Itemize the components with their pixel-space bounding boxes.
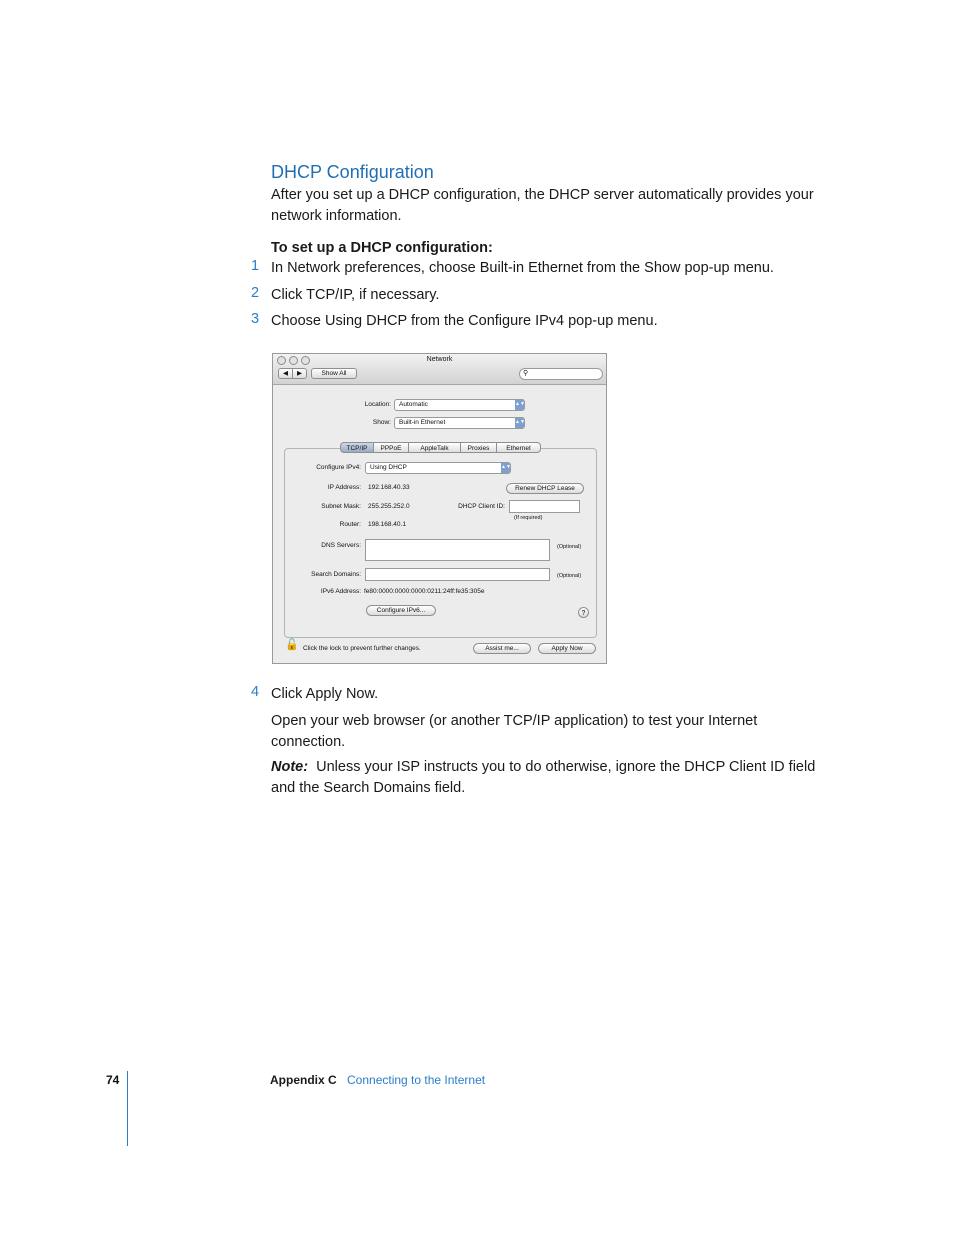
popup-arrows-icon: ▲▼ bbox=[515, 400, 524, 410]
popup-arrows-icon: ▲▼ bbox=[515, 418, 524, 428]
note-text: Unless your ISP instructs you to do otherwise, ignore the DHCP Client ID field and the Search Domains field. bbox=[271, 759, 816, 796]
tab-ethernet[interactable]: Ethernet bbox=[496, 442, 541, 453]
intro-paragraph: After you set up a DHCP configuration, the DHCP server automatically provides your network information. bbox=[271, 187, 814, 224]
footer-divider bbox=[127, 1071, 128, 1146]
help-icon[interactable]: ? bbox=[578, 607, 589, 618]
dhcp-client-id-label: DHCP Client ID: bbox=[458, 503, 505, 510]
location-label: Location: bbox=[364, 401, 391, 408]
configure-ipv4-label: Configure IPv4: bbox=[316, 464, 361, 471]
assist-me-button[interactable]: Assist me... bbox=[473, 643, 531, 654]
step-text: Choose Using DHCP from the Configure IPv4 pop-up menu. bbox=[271, 313, 658, 329]
ip-address-value: 192.168.40.33 bbox=[368, 484, 410, 491]
router-value: 198.168.40.1 bbox=[368, 521, 406, 528]
search-input[interactable] bbox=[519, 368, 603, 380]
network-preferences-screenshot bbox=[272, 353, 607, 664]
window-title: Network bbox=[426, 356, 453, 363]
tab-pppoe[interactable]: PPPoE bbox=[373, 442, 409, 453]
step-number: 2 bbox=[251, 285, 260, 301]
subnet-mask-label: Subnet Mask: bbox=[321, 503, 361, 510]
location-value: Automatic bbox=[399, 401, 428, 408]
ipv6-address-label: IPv6 Address: bbox=[320, 588, 361, 595]
tab-appletalk[interactable]: AppleTalk bbox=[408, 442, 461, 453]
lock-icon[interactable]: 🔓 bbox=[285, 639, 299, 651]
show-label: Show: bbox=[372, 419, 391, 426]
apply-now-button[interactable]: Apply Now bbox=[538, 643, 596, 654]
popup-arrows-icon: ▲▼ bbox=[501, 463, 510, 473]
subnet-mask-value: 255.255.252.0 bbox=[368, 503, 410, 510]
footer-chapter: Connecting to the Internet bbox=[347, 1073, 486, 1087]
back-button[interactable]: ◀ bbox=[278, 368, 293, 379]
router-label: Router: bbox=[339, 521, 361, 528]
procedure-title: To set up a DHCP configuration: bbox=[271, 240, 493, 256]
renew-dhcp-lease-button[interactable]: Renew DHCP Lease bbox=[506, 483, 584, 494]
ip-address-label: IP Address: bbox=[327, 484, 361, 491]
footer-appendix: Appendix C bbox=[270, 1073, 337, 1087]
step-number: 3 bbox=[251, 311, 260, 327]
tab-tcpip[interactable]: TCP/IP bbox=[340, 442, 374, 453]
step-text: Click TCP/IP, if necessary. bbox=[271, 287, 440, 303]
ipv6-address-value: fe80:0000:0000:0000:0211:24ff:fe35:305e bbox=[364, 588, 485, 595]
configure-ipv4-popup[interactable] bbox=[365, 462, 511, 474]
section-title: DHCP Configuration bbox=[271, 162, 434, 182]
step-text: In Network preferences, choose Built-in Ethernet from the Show pop-up menu. bbox=[271, 260, 774, 276]
search-icon: ⚲ bbox=[523, 370, 529, 377]
if-required-hint: (If required) bbox=[514, 515, 543, 521]
show-value: Built-in Ethernet bbox=[399, 419, 446, 426]
search-domains-label: Search Domains: bbox=[311, 571, 361, 578]
after-paragraph: Open your web browser (or another TCP/IP application) to test your Internet connection. bbox=[271, 713, 758, 750]
dns-servers-field[interactable] bbox=[365, 539, 550, 561]
tab-proxies[interactable]: Proxies bbox=[460, 442, 497, 453]
show-popup[interactable] bbox=[394, 417, 525, 429]
page-number: 74 bbox=[106, 1073, 120, 1087]
forward-button[interactable]: ▶ bbox=[292, 368, 307, 379]
note-label: Note: bbox=[271, 759, 309, 775]
step-number: 1 bbox=[251, 258, 260, 274]
configure-ipv4-value: Using DHCP bbox=[370, 464, 407, 471]
note-paragraph bbox=[271, 757, 816, 798]
lock-text: Click the lock to prevent further changes. bbox=[303, 645, 421, 652]
optional-hint: (Optional) bbox=[557, 573, 582, 579]
optional-hint: (Optional) bbox=[557, 544, 582, 550]
location-popup[interactable] bbox=[394, 399, 525, 411]
dns-servers-label: DNS Servers: bbox=[321, 542, 361, 549]
step-text: Click Apply Now. bbox=[271, 686, 379, 702]
configure-ipv6-button[interactable]: Configure IPv6... bbox=[366, 605, 436, 616]
dhcp-client-id-field[interactable] bbox=[509, 500, 580, 513]
step-number: 4 bbox=[251, 684, 260, 700]
show-all-button[interactable]: Show All bbox=[311, 368, 357, 379]
search-domains-field[interactable] bbox=[365, 568, 550, 581]
